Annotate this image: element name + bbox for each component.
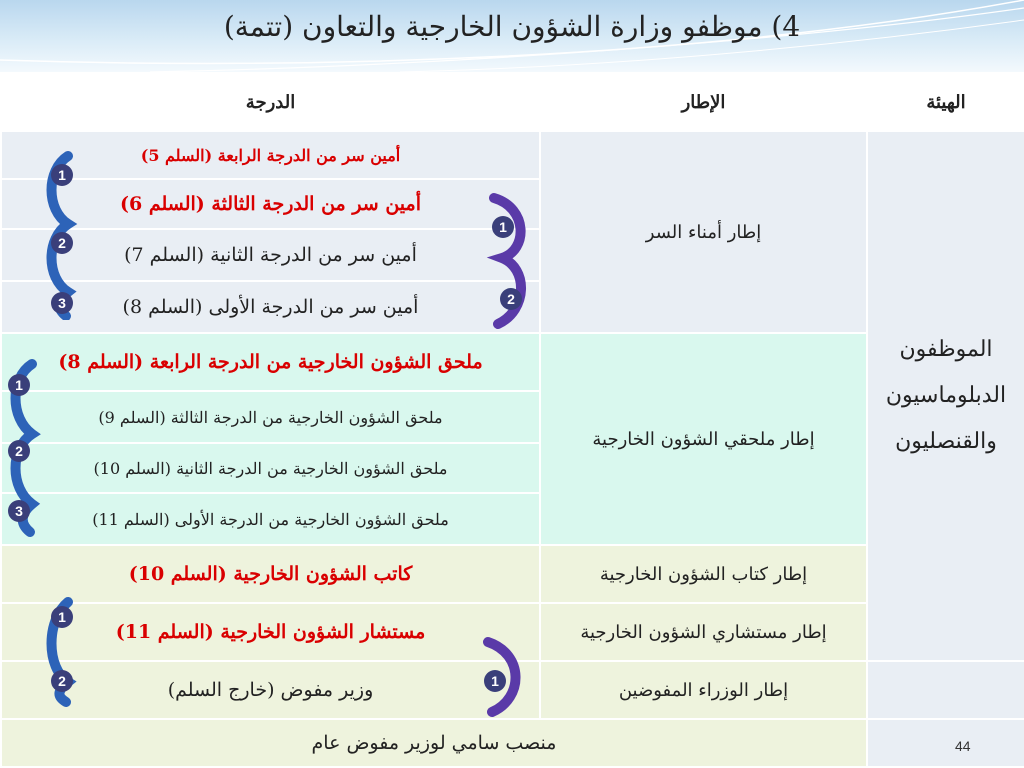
promotion-arrow-secretaries-right — [484, 192, 540, 332]
badge-number: 2 — [51, 232, 73, 254]
itar-cell: إطار مستشاري الشؤون الخارجية — [540, 603, 867, 661]
badge-number: 2 — [51, 670, 73, 692]
badge-number: 2 — [8, 440, 30, 462]
grade-cell: كاتب الشؤون الخارجية (السلم 10) — [1, 545, 540, 603]
promotion-arrow-counsellor-left — [38, 596, 98, 708]
hay-line: والقنصليون — [895, 429, 997, 454]
badge-number: 1 — [51, 606, 73, 628]
page-title: 4) موظفو وزارة الشؤون الخارجية والتعاون (تتمة) — [223, 10, 801, 43]
itar-cell: إطار الوزراء المفوضين — [540, 661, 867, 719]
itar-cell: إطار ملحقي الشؤون الخارجية — [540, 333, 867, 545]
grade-cell: مستشار الشؤون الخارجية (السلم 11) — [1, 603, 540, 661]
header-hay: الهيئة — [867, 73, 1024, 131]
itar-cell: إطار أمناء السر — [540, 131, 867, 333]
hay-cell-continued — [867, 661, 1024, 719]
slide-header — [0, 0, 1024, 72]
promotion-arrow-minister-right — [478, 636, 534, 720]
last-row-cell: منصب سامي لوزير مفوض عام — [1, 719, 867, 767]
badge-number: 1 — [8, 374, 30, 396]
grade-cell: ملحق الشؤون الخارجية من الدرجة الأولى (السلم 11) — [1, 493, 540, 545]
badge-number: 3 — [51, 292, 73, 314]
badge-number: 3 — [8, 500, 30, 522]
grade-cell: أمين سر من الدرجة الأولى (السلم 8) — [1, 281, 540, 333]
hay-cell-last — [867, 719, 1024, 767]
grade-cell: ملحق الشؤون الخارجية من الدرجة الرابعة (السلم 8) — [1, 333, 540, 391]
grade-cell: ملحق الشؤون الخارجية من الدرجة الثانية (السلم 10) — [1, 443, 540, 493]
itar-cell: إطار كتاب الشؤون الخارجية — [540, 545, 867, 603]
header-daraja: الدرجة — [1, 73, 540, 131]
badge-number: 1 — [484, 670, 506, 692]
grade-cell: وزير مفوض (خارج السلم) — [1, 661, 540, 719]
page-number: 44 — [955, 738, 971, 754]
hay-cell — [867, 131, 1024, 661]
hay-line: الدبلوماسيون — [885, 383, 1007, 408]
header-itar: الإطار — [540, 73, 867, 131]
promotion-arrow-attaches-left — [2, 358, 42, 538]
promotion-arrow-secretaries-left — [38, 150, 98, 320]
badge-number: 1 — [492, 216, 514, 238]
grade-cell: أمين سر من الدرجة الثالثة (السلم 6) — [1, 179, 540, 229]
grade-cell: أمين سر من الدرجة الثانية (السلم 7) — [1, 229, 540, 281]
curved-arrow-icon — [484, 192, 540, 332]
grade-cell: أمين سر من الدرجة الرابعة (السلم 5) — [1, 131, 540, 179]
hay-line: الموظفون — [899, 337, 993, 362]
badge-number: 1 — [51, 164, 73, 186]
grade-cell: ملحق الشؤون الخارجية من الدرجة الثالثة (السلم 9) — [1, 391, 540, 443]
badge-number: 2 — [500, 288, 522, 310]
